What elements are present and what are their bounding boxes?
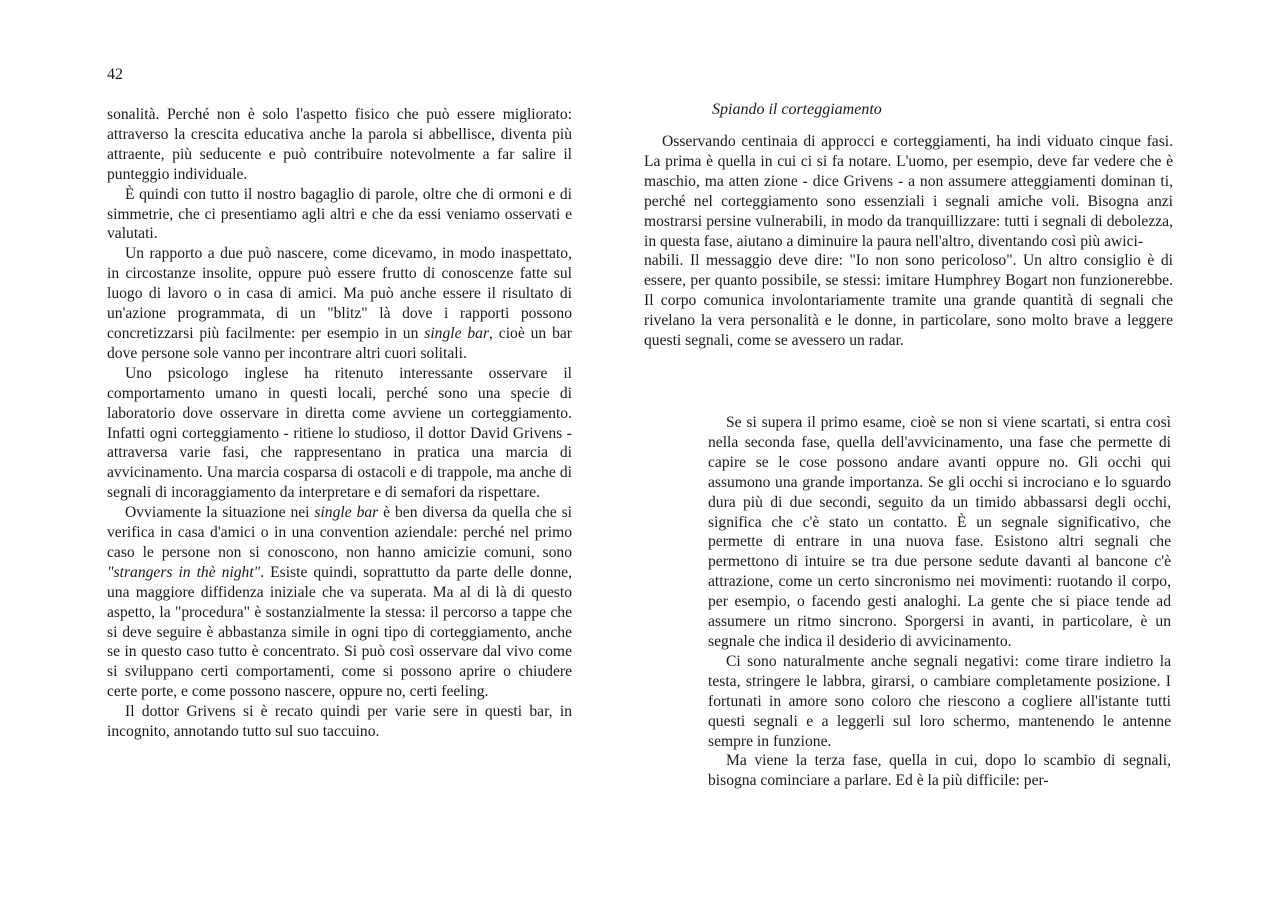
text-run: nabili. Il messaggio deve dire: "Io non sono pericoloso". Un altro consiglio è di essere, per quanto possibile, se stessi: imitare Humphrey Bogart non funzionerebbe. Il corpo comunica involontariamente tramite una grande quantità di segnali che rivelano la vera personalità e le donne, in particolare, sono molto brave a leggere questi segnali, come se avessero un radar. [644,252,1173,350]
section-title: Spiando il corteggiamento [712,101,882,118]
paragraph [107,105,572,185]
paragraph [107,185,572,245]
text-run: è ben diversa da quella che si verifica in casa d'amici o in una convention aziendale: perché nel primo caso le persone non si conoscono, non hanno amicizie comuni, sono [107,504,573,561]
paragraph [107,503,572,702]
paragraph [708,652,1171,752]
italic-text: single bar [314,504,379,522]
left-column [107,105,572,742]
paragraph [107,702,572,742]
text-run: . Esiste quindi, soprattutto da parte delle donne, una maggiore diffidenza iniziale che va superata. Ma al di là di questo aspetto, la "procedura" è sostanzialmente la stessa: il percorso a tappe che si deve seguire è abbastanza simile in ogni tipo di corteggiamento, anche se in questo caso tutto è concentrato. Si può così osservare dal vivo come si sviluppano certi comportamenti, come si possono aprire o chiudere certe porte, e come possono nascere, oppure no, certi feeling. [107,563,572,701]
text-run: Ma viene la terza fase, quella in cui, dopo lo scambio di segnali, bisogna cominciare a parlare. Ed è la più difficile: per- [708,752,1171,790]
right-column-top [644,132,1173,351]
italic-text: "strangers in thè night" [107,563,261,581]
paragraph [708,751,1171,791]
paragraph [708,413,1171,652]
text-run: Osservando centinaia di approcci e corteggiamenti, ha indi viduato cinque fasi. La prima è quella in cui ci si fa notare. L'uomo, per esempio, deve far vedere che è maschio, ma atten zione - dice Grivens - a non assumere atteggiamenti dominan ti, perché nel corteggiamento sono essenziali i segnali amiche voli. Bisogna anzi mostrarsi persine vulnerabili, in modo da tranquillizzare: tutti i segnali di debolezza, in questa fase, aiutano a diminuire la paura nell'altro, diventando così più awici- [644,133,1173,250]
right-column-inset [708,413,1171,791]
text-run: Il dottor Grivens si è recato quindi per varie sere in questi bar, in incognito, annotando tutto sul suo taccuino. [107,703,572,741]
text-run: , cioè un bar dove persone sole vanno per incontrare altri cuori solitali. [107,324,573,362]
text-run: È quindi con tutto il nostro bagaglio di parole, oltre che di ormoni e di simmetrie, che ci presentiamo agli altri e che da essi veniamo osservati e valutati. [107,185,572,243]
text-run: Uno psicologo inglese ha ritenuto interessante osservare il comportamento umano in questi locali, perché sono una specie di laboratorio dove osservare in diretta come avviene un corteggiamento. Infatti ogni corteggiamento - ritiene lo studioso, il dottor David Grivens - attraversa varie fasi, che rappresentano in pratica una marcia di avvicinamento. Una marcia cosparsa di ostacoli e di trappole, ma anche di segnali di incoraggiamento da interpretare e di semafori da rispettare. [107,364,572,502]
text-run: Un rapporto a due può nascere, come dicevamo, in modo inaspettato, in circostanze insolite, oppure può essere frutto di conoscenze fatte sul luogo di lavoro o in casa di amici. Ma può anche essere il risultato di un'azione programmata, di un "blitz" là dove i rapporti possono concretizzarsi più facilmente: per esempio in un [107,245,572,342]
paragraph [644,132,1173,251]
italic-text: single bar [424,324,490,342]
text-run: Ci sono naturalmente anche segnali negativi: come tirare indietro la testa, stringere le labbra, girarsi, o cambiare completamente posizione. I fortunati in amore sono coloro che riescono a cogliere all'istante tutti questi segnali e a leggerli sul loro schermo, mantenendo le antenne sempre in funzione. [708,652,1171,750]
text-run: Ovviamente la situazione nei [125,504,315,522]
paragraph [107,244,572,363]
paragraph [107,364,572,503]
paragraph [644,251,1173,351]
text-run: Se si supera il primo esame, cioè se non si viene scartati, si entra così nella seconda fase, quella dell'avvicinamento, una fase che permette di capire se le cose possono andare avanti oppure no. Gli occhi qui assumono una grande importanza. Se gli occhi si incrociano e lo sguardo dura più di due secondi, seguito da un timido abbassarsi degli occhi, significa che c'è stato un contatto. È un segnale significativo, che permette di entrare in una nuova fase. Esistono altri segnali che permettono di intuire se tra due persone sedute davanti al bancone c'è attrazione, come un certo sincronismo nei movimenti: ruotando il corpo, per esempio, o facendo gesti analoghi. La gente che si piace tende ad assumere un ritmo sincrono. Sporgersi in avanti, in particolare, è un segnale che indica il desiderio di avvicinamento. [708,414,1171,650]
page-number: 42 [107,66,123,83]
text-run: sonalità. Perché non è solo l'aspetto fisico che può essere migliorato: attraverso la crescita educativa anche la parola si abbellisce, diventa più attraente, più seducente e può contribuire notevolmente a far salire il punteggio individuale. [107,106,572,183]
